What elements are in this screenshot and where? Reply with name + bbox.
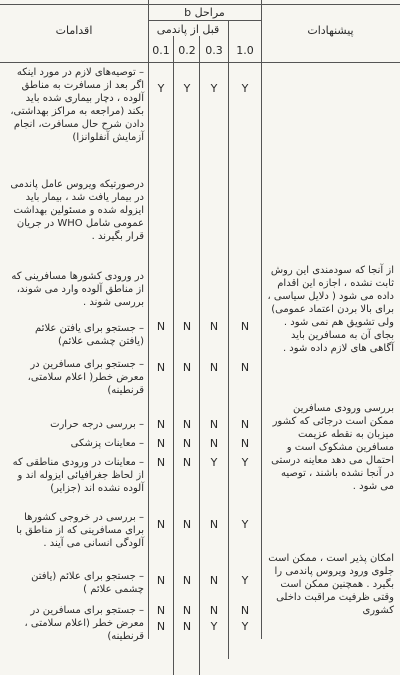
header-actions: اقدامات xyxy=(55,24,93,37)
action-text: – جستجو برای مسافرین در معرض خطر( اعلام سلامتی، قرنطینه) xyxy=(27,359,144,396)
mark-cell: N xyxy=(209,418,219,431)
mark-cell: N xyxy=(240,320,250,333)
header-divider xyxy=(0,62,400,63)
col-divider-actions xyxy=(148,0,149,639)
mark-cell: Y xyxy=(241,518,249,531)
mark-cell: N xyxy=(182,620,192,633)
action-text: درصورتیکه ویروس عامل پاندمی در بیمار یافت شد ، بیمار باید ایزوله شده و مسئولین بهداشت عمومی شامل WHO در جریان قرار بگیرند . xyxy=(10,179,144,242)
mark-cell: N xyxy=(156,437,166,450)
col-divider-03 xyxy=(228,20,229,659)
mark-cell: Y xyxy=(241,574,249,587)
mark-cell: N xyxy=(156,361,166,374)
mark-cell: Y xyxy=(183,82,191,95)
mark-cell: N xyxy=(156,620,166,633)
header-before-pandemic: قبل از پاندمی xyxy=(156,23,220,36)
phases-sub-divider xyxy=(148,20,261,21)
mark-cell: Y xyxy=(241,620,249,633)
mark-cell: Y xyxy=(210,620,218,633)
mark-cell: N xyxy=(209,518,219,531)
mark-cell: N xyxy=(182,604,192,617)
action-text: – معاینات در ورودی مناطقی که از لحاظ جغرافیائی ایزوله اند و آلوده نشده اند (جزایر) xyxy=(12,457,144,494)
mark-cell: N xyxy=(240,418,250,431)
phase-col-10: 1.0 xyxy=(236,44,254,57)
action-text: – جستجو برای یافتن علائم (یافتن چشمی علائم) xyxy=(35,323,144,347)
phase-col-01: 0.1 xyxy=(152,44,170,57)
mark-cell: N xyxy=(209,361,219,374)
recommendation-text: بررسی ورودی مسافرین ممکن است درجائی که کشور میزبان به نقطه عزیمت مسافرین مشکوک است و احتمال می دهد معاینه درستی در آنجا نشده باشند ، توصیه می شود . xyxy=(271,403,394,492)
mark-cell: N xyxy=(209,437,219,450)
col-divider-02 xyxy=(199,36,200,675)
header-phases: b مراحل xyxy=(184,6,225,19)
mark-cell: N xyxy=(182,437,192,450)
action-text: – توصیه‌های لازم در مورد اینکه اگر بعد از مسافرت به مناطق آلوده ، دچار بیماری شده باید بکند (مراجعه به مراکز بهداشتی، دادن شرح حال مسافرت، انجام آزمایش آنفلوانزا) xyxy=(10,67,144,143)
mark-cell: N xyxy=(240,604,250,617)
col-divider-01 xyxy=(173,36,174,675)
action-text: در ورودی کشورها مسافرینی که از مناطق آلوده وارد می شوند، بررسی شوند . xyxy=(11,271,144,308)
action-text: – جستجو برای علائم (یافتن چشمی علائم ) xyxy=(31,571,144,595)
mark-cell: N xyxy=(182,320,192,333)
recommendation-text: امکان پذیر است ، ممکن است جلوی ورود ویروس پاندمی را بگیرد . همچنین ممکن است وقتی ظرفیت مراقبت داخلی کشوری xyxy=(268,553,394,616)
mark-cell: N xyxy=(156,604,166,617)
action-text: – بررسی درجه حرارت xyxy=(50,419,144,430)
mark-cell: N xyxy=(156,418,166,431)
mark-cell: N xyxy=(156,320,166,333)
mark-cell: N xyxy=(156,574,166,587)
recommendation-text: از آنجا که سودمندی این روش ثابت نشده ، اجازه این اقدام داده می شود ( دلایل سیاسی ، برای بالا بردن اعتماد عمومی) ولی تشویق هم نمی شود . بجای آن به مسافرین باید آگاهی های لازم داده شود . xyxy=(267,265,394,354)
mark-cell: Y xyxy=(210,456,218,469)
col-divider-recommendations xyxy=(261,0,262,639)
mark-cell: N xyxy=(240,361,250,374)
mark-cell: N xyxy=(156,456,166,469)
mark-cell: N xyxy=(240,437,250,450)
mark-cell: N xyxy=(182,456,192,469)
mark-cell: N xyxy=(209,574,219,587)
mark-cell: N xyxy=(209,320,219,333)
mark-cell: Y xyxy=(241,82,249,95)
action-text: – بررسی در خروجی کشورها برای مسافرینی که از مناطق با آلودگی انسانی می آیند . xyxy=(16,512,144,549)
header-recommendations: پیشنهادات xyxy=(307,24,354,37)
mark-cell: Y xyxy=(157,82,165,95)
mark-cell: N xyxy=(182,418,192,431)
mark-cell: Y xyxy=(210,82,218,95)
mark-cell: N xyxy=(182,361,192,374)
mark-cell: N xyxy=(156,518,166,531)
mark-cell: N xyxy=(182,518,192,531)
phase-col-02: 0.2 xyxy=(178,44,196,57)
action-text: – معاینات پزشکی xyxy=(70,438,144,449)
mark-cell: N xyxy=(182,574,192,587)
table-top-border xyxy=(0,4,400,5)
phase-col-03: 0.3 xyxy=(205,44,223,57)
mark-cell: N xyxy=(209,604,219,617)
action-text: – جستجو برای مسافرین در معرض خطر (اعلام سلامتی ، قرنطینه) xyxy=(24,605,144,642)
mark-cell: Y xyxy=(241,456,249,469)
